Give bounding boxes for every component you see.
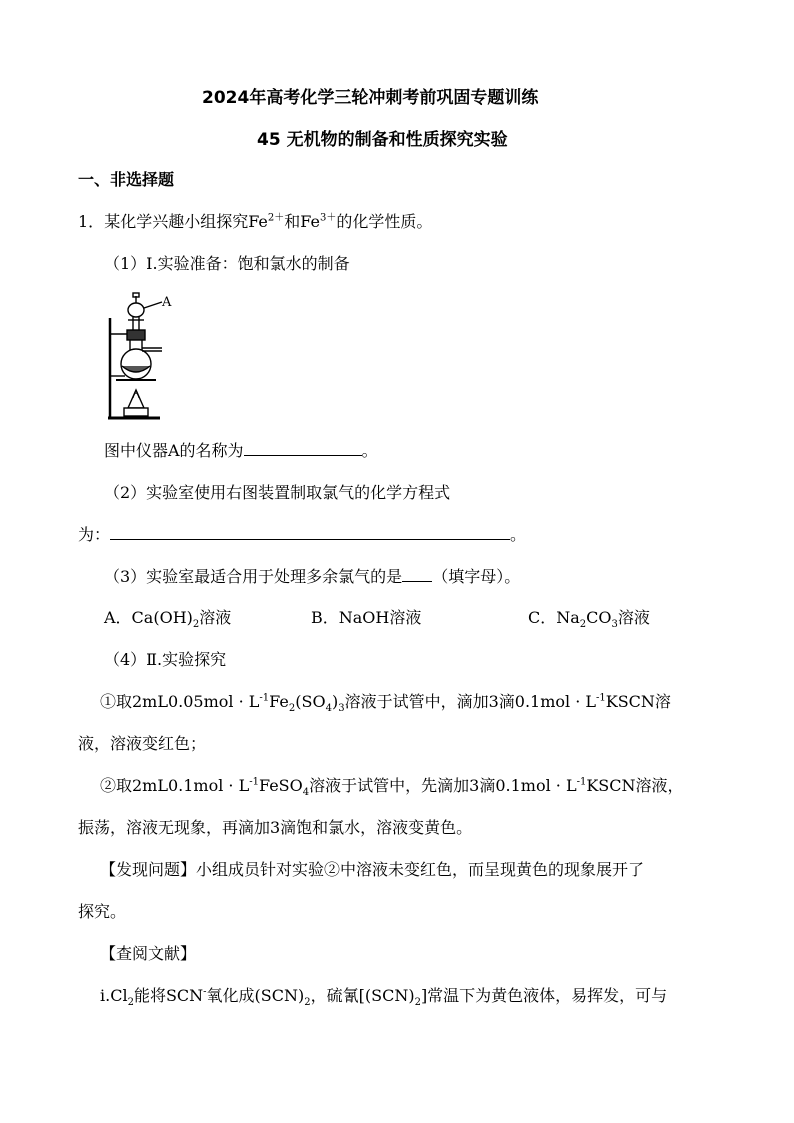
part-1-heading: （1）Ⅰ.实验准备：饱和氯水的制备: [104, 254, 350, 273]
question-1-stem: 1．某化学兴趣小组探究$Fe^{2+}$和$Fe^{3+}$的化学性质。: [78, 212, 433, 231]
title-line-1: 2024年高考化学三轮冲刺考前巩固专题训练: [202, 88, 539, 108]
experiment-2-line-1: ②取$2mL0.1mol \cdot L^{-1}FeSO_4$溶液于试管中，先滴加3滴$0.1mol \cdot L^{-1}KSCN$溶液，: [100, 776, 684, 799]
literature-item-i: $i.Cl_2$能将SCN-氧化成$(SCN)_2$，硫氰$[(SCN)_2]$常温下为黄色液体，易挥发，可与: [100, 986, 668, 1009]
option-c: C．$Na_2CO_3$溶液: [528, 608, 650, 631]
found-problem-line-2: 探究。: [78, 902, 127, 921]
part-3-heading: （3）实验室最适合用于处理多余氯气的是 （填字母）。: [104, 567, 521, 586]
question-number: 1．: [78, 212, 105, 231]
literature-heading: 【查阅文献】: [100, 944, 197, 963]
figure-label-a: A: [162, 295, 172, 310]
answer-blank-1[interactable]: [244, 441, 362, 456]
part-4-heading: （4）Ⅱ.实验探究: [104, 650, 227, 669]
part-1-question: 图中仪器A的名称为 。: [104, 441, 378, 460]
title-line-2: 45 无机物的制备和性质探究实验: [257, 130, 508, 150]
option-a: A．$Ca(OH)_2$溶液: [104, 608, 232, 631]
section-heading: 一、非选择题: [78, 170, 175, 189]
found-problem-line-1: 【发现问题】小组成员针对实验②中溶液未变红色，而呈现黄色的现象展开了: [100, 860, 645, 879]
experiment-1-line-2: 液，溶液变红色；: [78, 734, 207, 753]
experiment-2-line-2: 振荡，溶液无现象，再滴加3滴饱和氯水，溶液变黄色。: [78, 818, 473, 837]
option-b: B．NaOH溶液: [311, 608, 422, 627]
part-2-answer-line: 为： 。: [78, 525, 527, 544]
part-2-heading: （2）实验室使用右图装置制取氯气的化学方程式: [104, 483, 451, 502]
answer-blank-3[interactable]: [402, 567, 432, 582]
experiment-1-line-1: ①取$2mL0.05mol \cdot L^{-1}Fe_2(SO_4)_3$溶液于试管中，滴加3滴$0.1mol \cdot L^{-1}KSCN$溶: [100, 692, 671, 715]
chlorine-apparatus-figure: [100, 290, 190, 420]
answer-blank-2[interactable]: [110, 525, 510, 540]
